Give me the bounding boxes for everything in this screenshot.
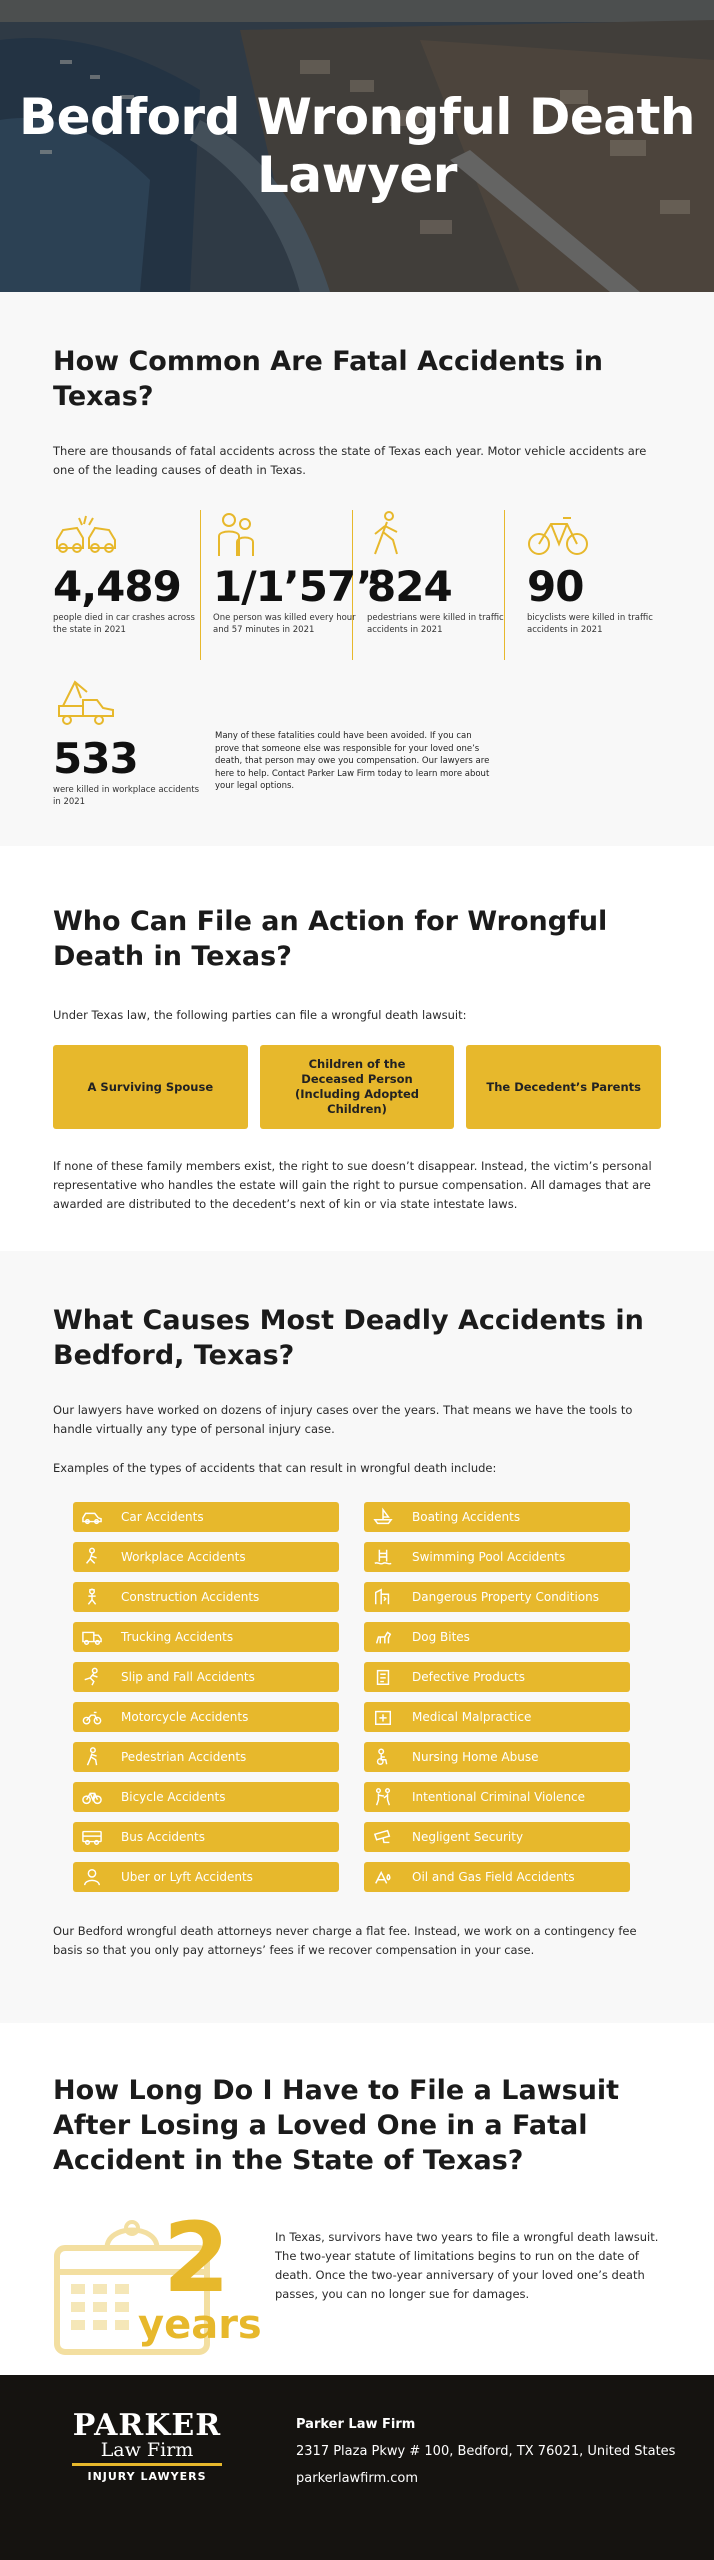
fatalities-note: Many of these fatalities could have been avoided. If you can prove that someone else was responsible for your loved one’s death, that person may owe you compensation. Our lawyers are here to help. Contact Parker Law Firm today to learn more about your legal options.	[215, 731, 490, 791]
section-heading: Who Can File an Action for Wrongful Death in Texas?	[53, 906, 608, 972]
accident-type-label: Nursing Home Abuse	[412, 1750, 539, 1764]
medical-icon	[372, 1707, 402, 1727]
years-unit: years	[138, 2302, 262, 2348]
logo-line-1: PARKER	[72, 2408, 222, 2443]
accident-type-item	[73, 1582, 339, 1612]
accident-type-label: Pedestrian Accidents	[121, 1750, 247, 1764]
party-card: Children of the Deceased Person (Including Adopted Children)	[260, 1045, 455, 1129]
accident-type-label: Negligent Security	[412, 1830, 524, 1844]
slip-fall-icon	[81, 1667, 111, 1687]
accident-type-label: Motorcycle Accidents	[121, 1710, 249, 1724]
boat-icon	[372, 1507, 402, 1527]
accident-type-label: Bus Accidents	[121, 1830, 205, 1844]
accident-type-item	[364, 1502, 630, 1532]
bicycle-icon	[81, 1787, 111, 1807]
construction-worker-icon	[81, 1587, 111, 1607]
car-icon	[81, 1507, 111, 1527]
firm-info	[296, 2411, 675, 2492]
accident-type-item	[73, 1822, 339, 1852]
accident-type-label: Bicycle Accidents	[121, 1790, 226, 1804]
section-heading: How Common Are Fatal Accidents in Texas?	[53, 346, 603, 412]
violence-icon	[372, 1787, 402, 1807]
accident-type-item	[73, 1702, 339, 1732]
accident-type-item	[364, 1862, 630, 1892]
section-intro: Under Texas law, the following parties can file a wrongful death lawsuit:	[53, 1008, 467, 1022]
stat-value: 533	[53, 734, 138, 783]
stat-workplace	[53, 678, 203, 808]
stat-car-crashes	[53, 510, 203, 636]
accident-type-item	[73, 1502, 339, 1532]
accident-type-item	[364, 1822, 630, 1852]
logo-rule	[72, 2463, 222, 2466]
parties-cards	[53, 1045, 661, 1129]
stat-value: 90	[527, 562, 584, 611]
statute-graphic	[53, 2202, 661, 2378]
section-intro: Our lawyers have worked on dozens of injury cases over the years. That means we have the tools to handle virtually any type of personal injury case.	[53, 1403, 633, 1436]
accident-type-label: Car Accidents	[121, 1510, 204, 1524]
accident-type-item	[73, 1782, 339, 1812]
accident-type-item	[364, 1782, 630, 1812]
oil-gas-icon	[372, 1867, 402, 1887]
truck-icon	[81, 1627, 111, 1647]
accident-type-item	[73, 1542, 339, 1572]
accident-type-label: Trucking Accidents	[121, 1630, 234, 1644]
accident-type-label: Medical Malpractice	[412, 1710, 532, 1724]
years-number: 2	[163, 2202, 230, 2314]
pedestrian-icon	[81, 1747, 111, 1767]
firm-website-link[interactable]: parkerlawfirm.com	[296, 2471, 419, 2486]
security-camera-icon	[372, 1827, 402, 1847]
accident-type-item	[73, 1662, 339, 1692]
stat-caption: One person was killed every hour and 57 minutes in 2021	[213, 613, 356, 635]
worker-icon	[81, 1547, 111, 1567]
examples-label: Examples of the types of accidents that can result in wrongful death include:	[53, 1461, 497, 1475]
broken-building-icon	[372, 1587, 402, 1607]
logo-line-3: INJURY LAWYERS	[87, 2470, 207, 2483]
accident-type-item	[73, 1742, 339, 1772]
accident-type-label: Dangerous Property Conditions	[412, 1590, 599, 1604]
motorcycle-icon	[81, 1707, 111, 1727]
accident-type-label: Construction Accidents	[121, 1590, 260, 1604]
statute-section	[0, 2023, 714, 2375]
accident-type-item	[364, 1742, 630, 1772]
accident-type-label: Slip and Fall Accidents	[121, 1670, 255, 1684]
car-crash-icon	[53, 510, 119, 558]
section-heading: What Causes Most Deadly Accidents in Bedford, Texas?	[53, 1305, 644, 1371]
stat-rate	[213, 510, 382, 636]
hero-banner	[0, 0, 714, 292]
stat-caption: pedestrians were killed in traffic accidents in 2021	[367, 613, 504, 635]
party-card: A Surviving Spouse	[53, 1045, 248, 1129]
accident-types-grid	[73, 1502, 661, 1892]
accident-type-item	[364, 1542, 630, 1572]
firm-logo[interactable]	[72, 2408, 222, 2483]
accident-type-label: Boating Accidents	[412, 1510, 521, 1524]
stat-caption: were killed in workplace accidents in 2021	[53, 785, 200, 807]
crane-truck-icon	[53, 678, 119, 730]
party-card: The Decedent’s Parents	[466, 1045, 661, 1129]
pool-ladder-icon	[372, 1547, 402, 1567]
section-after-text: Our Bedford wrongful death attorneys never charge a flat fee. Instead, we work on a contingency fee basis so that you only pay attorneys’ fees if we recover compensation in your case.	[53, 1924, 637, 1957]
accident-type-label: Swimming Pool Accidents	[412, 1550, 566, 1564]
firm-address: 2317 Plaza Pkwy # 100, Bedford, TX 76021, United States	[296, 2444, 676, 2459]
accident-type-item	[364, 1662, 630, 1692]
rideshare-driver-icon	[81, 1867, 111, 1887]
stat-pedestrians	[367, 510, 517, 636]
accident-type-item	[364, 1622, 630, 1652]
statute-text: In Texas, survivors have two years to file a wrongful death lawsuit. The two-year statute of limitations begins to run on the date of death. Once the two-year anniversary of your loved one’s death passes, you can no longer sue for damages.	[275, 2230, 659, 2301]
stat-caption: bicyclists were killed in traffic accidents in 2021	[527, 613, 653, 635]
accident-type-label: Workplace Accidents	[121, 1550, 246, 1564]
accident-type-label: Oil and Gas Field Accidents	[412, 1870, 575, 1884]
logo-line-2: Law Firm	[100, 2439, 194, 2461]
section-heading: How Long Do I Have to File a Lawsuit After Losing a Loved One in a Fatal Accident in the State of Texas?	[53, 2075, 620, 2176]
accident-type-item	[73, 1622, 339, 1652]
bicycle-icon	[527, 510, 589, 558]
accident-type-label: Uber or Lyft Accidents	[121, 1870, 253, 1884]
footer	[0, 2375, 714, 2560]
stat-value: 1/1’57”	[213, 562, 382, 611]
nursing-home-icon	[372, 1747, 402, 1767]
accident-type-label: Defective Products	[412, 1670, 525, 1684]
product-icon	[372, 1667, 402, 1687]
stat-value: 824	[367, 562, 452, 611]
accident-type-label: Intentional Criminal Violence	[412, 1790, 586, 1804]
dog-icon	[372, 1627, 402, 1647]
stat-bicyclists	[527, 510, 677, 636]
bus-icon	[81, 1827, 111, 1847]
stat-caption: people died in car crashes across the state in 2021	[53, 613, 195, 635]
stat-value: 4,489	[53, 562, 181, 611]
stats-block	[53, 510, 661, 810]
page-title: Bedford Wrongful Death Lawyer	[19, 88, 695, 204]
pedestrian-icon	[367, 510, 407, 558]
accident-type-item	[364, 1582, 630, 1612]
accident-type-item	[73, 1862, 339, 1892]
accident-type-item	[364, 1702, 630, 1732]
deadly-accidents-section	[0, 1251, 714, 2023]
accident-type-label: Dog Bites	[412, 1630, 470, 1644]
firm-name: Parker Law Firm	[296, 2417, 416, 2432]
family-icon	[213, 510, 261, 558]
who-can-file-section	[0, 846, 714, 1251]
fatal-accidents-section	[0, 292, 714, 846]
section-after-text: If none of these family members exist, the right to sue doesn’t disappear. Instead, the victim’s personal representative who handles the estate will gain the right to pursue compensation. All damages that are awarded are distributed to the decedent’s next of kin or via state intestate laws.	[53, 1159, 652, 1211]
section-intro: There are thousands of fatal accidents across the state of Texas each year. Motor vehicle accidents are one of the leading causes of death in Texas.	[53, 444, 647, 477]
